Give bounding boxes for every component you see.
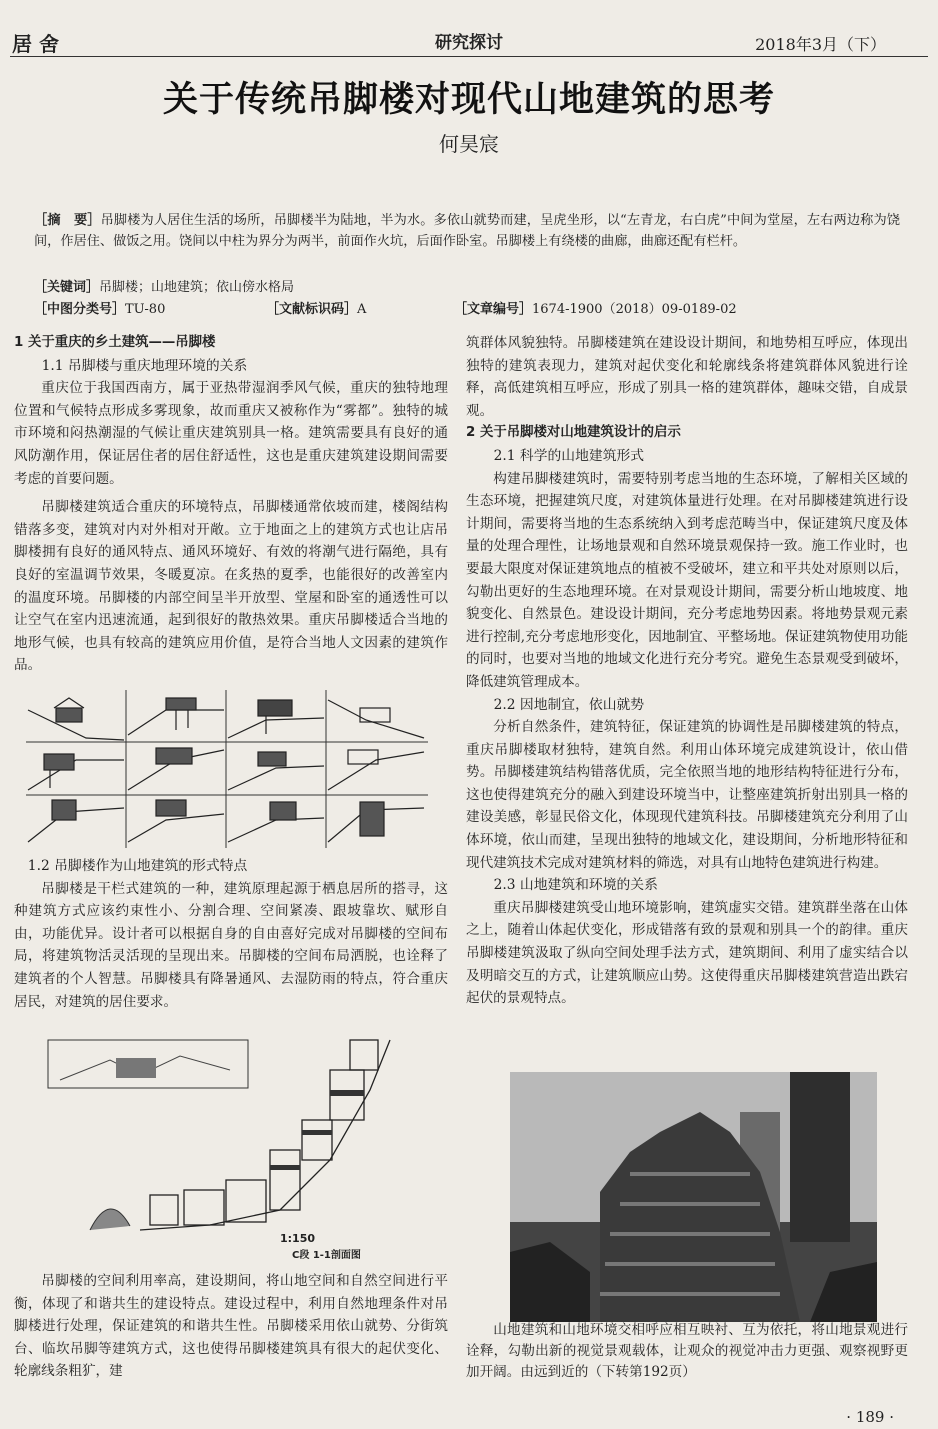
left-column-bottom [14,1270,448,1383]
article-number-value: 1674-1900（2018）09-0189-02 [532,302,737,317]
abstract-text: 吊脚楼为人居住生活的场所，吊脚楼半为陆地，半为水。多依山就势而建，呈虎坐形，以“左青龙，右白虎”中间为堂屋，左右两边称为饶间，作居住、做饭之用。饶间以中柱为界分为两半，前面作火坑，后面作卧室。吊脚楼上有绕楼的曲廊，曲廊还配有栏杆。 [34,213,900,249]
keywords-text: 吊脚楼；山地建筑；依山傍水格局 [99,280,295,295]
paragraph-4: 吊脚楼的空间利用率高，建设期间，将山地空间和自然空间进行平衡，体现了和谐共生的建设特点。建设过程中，利用自然地理条件对吊脚楼进行处理，保证建筑的和谐共生性。吊脚楼采用依山就势、分街筑台、临坎吊脚等建筑方式，这也使得吊脚楼建筑具有很大的起伏变化、轮廓线条粗犷，建 [14,1273,448,1380]
issue-date: 2018年3月（下） [755,35,886,54]
journal-name: 居 舍 [12,32,59,56]
section-2-3-heading: 2.3 山地建筑和环境的关系 [493,877,658,894]
stilt-house-types-figure [26,690,428,848]
paragraph-5: 构建吊脚楼建筑时，需要特别考虑当地的生态环境，了解相关区域的生态环境，把握建筑尺度，对建筑体量进行处理。在对吊脚楼建筑进行设计期间，需要将当地的生态系统纳入到考虑范畴当中，保证建筑尺度及体量的处理合理性，让场地景观和自然环境景观保持一致。施工作业时，也要最大限度对保证建筑地点的植被不受破坏，建立和平共处对原则以后，勾勒出更好的生态地理环境。在对景观设计期间，需要分析山地坡度、地貌变化、自然景色。建设设计期间，充分考虑地势因素。将地势景观元素进行控制,充分考虑地形变化，因地制宜、平整场地。保证建筑物使用功能的同时，也要对当地的地域文化进行充分考究。避免生态景观受到破坏，降低建筑管理成本。 [466,470,908,690]
paragraph-7: 重庆吊脚楼建筑受山地环境影响，建筑虚实交错。建筑群坐落在山体之上，随着山体起伏变化，形成错落有致的景观和别具一个的韵律。重庆吊脚楼建筑汲取了纵向空间处理手法方式，建筑期间、利用了虚实结合以及明暗交互的方式，让建筑顺应山势。这使得重庆吊脚楼建筑营造出跌宕起伏的景观特点。 [466,899,908,1007]
section-2-2-heading: 2.2 因地制宜，依山就势 [493,696,645,713]
building-photo [510,1072,877,1322]
page-number: · 189 · [846,1408,894,1426]
abstract-label: ［摘 要］ [34,213,101,228]
classification-row [34,298,900,317]
doc-value: A [357,302,367,317]
keywords-row [34,276,294,295]
section-2-heading: 2 关于吊脚楼对山地建筑设计的启示 [466,425,681,441]
article-number-label: ［文章编号］ [454,302,533,317]
paragraph-continued: 筑群体风貌独特。吊脚楼建筑在建设设计期间，和地势相互呼应，体现出独特的建筑表现力，建筑对起伏变化和轮廓线条将建筑群体风貌进行诠释，高低建筑相互呼应，形成了别具一格的建筑群体，趣味交错，自成景观。 [466,335,908,419]
paragraph-1: 重庆位于我国西南方，属于亚热带湿润季风气候，重庆的独特地理位置和气候特点形成多雾现象，故而重庆又被称作为“雾都”。独特的城市环境和闷热潮湿的气候让重庆建筑别具一格。建筑需要具有良好的通风防潮作用，保证居住者的居住舒适性，这也是重庆建筑建设期间需要考虑的首要问题。 [14,380,448,487]
doc-label: ［文献标识码］ [266,302,358,317]
paragraph-3: 吊脚楼是干栏式建筑的一种，建筑原理起源于栖息居所的搭寻，这种建筑方式应该约束性小、分割合理、空间紧凑、跟坡靠坎、赋形自由，功能优异。设计者可以根据自身的自由喜好完成对吊脚楼的空间布局，将建筑物活灵活现的呈现出来。吊脚楼的空间布局洒脱，也诠释了建筑者的个人智慧。吊脚楼具有降暑通风、去湿防雨的特点，符合重庆居民，对建筑的居住要求。 [14,880,448,1010]
left-column-top [14,332,448,677]
clc-label: ［中图分类号］ [34,302,126,317]
abstract [34,210,900,252]
figure-section-label: C段 1-1剖面图 [292,1250,361,1260]
section-name: 研究探讨 [435,33,503,53]
figure-scale-label: 1:150 [280,1232,316,1245]
right-column [466,332,908,1010]
left-column-middle [14,855,448,1013]
keywords-label: ［关键词］ [34,280,100,295]
section-drawing-figure [30,1030,400,1260]
paragraph-2: 吊脚楼建筑适合重庆的环境特点，吊脚楼通常依坡而建，楼阁结构错落多变，建筑对内对外相对开敞。立于地面之上的建筑方式也让店吊脚楼拥有良好的通风特点、通风环境好、有效的将潮气进行隔绝，具有良好的室温调节效果，冬暖夏凉。在炙热的夏季，也能很好的改善室内的温度环境。吊脚楼的内部空间呈半开放型、堂屋和卧室的通透性可以让空气在室内迅速流通，起到很好的散热效果。重庆吊脚楼适合当地的地形气候，也具有较高的建筑应用价值，是符合当地人文因素的建筑作品。 [14,499,448,674]
clc-value: TU-80 [125,302,166,317]
section-1-1-heading: 1.1 吊脚楼与重庆地理环境的关系 [41,357,248,374]
page-header [0,0,938,56]
section-2-1-heading: 2.1 科学的山地建筑形式 [493,447,645,464]
section-1-2-heading: 1.2 吊脚楼作为山地建筑的形式特点 [27,858,248,874]
article-title: 关于传统吊脚楼对现代山地建筑的思考 [162,80,775,120]
article-author: 何昊宸 [439,132,499,156]
paragraph-6: 分析自然条件，建筑特征，保证建筑的协调性是吊脚楼建筑的特点，重庆吊脚楼取材独特，建筑自然。利用山体环境完成建筑设计，依山借势。吊脚楼建筑结构错落优质，完全依照当地的地形结构特征进行分布，这也使得建筑充分的融入到建设环境当中，让整座建筑折射出别具一格的建设美感，彰显民俗文化，体现现代建筑科技。吊脚楼建筑充分利用了山体环境，依山而建，呈现出独特的地域文化，建设期间，分析地形特征和现代建筑技术完成对建筑材料的筛选，对具有山地特色建筑进行构建。 [466,719,908,871]
section-1-heading: 1 关于重庆的乡土建筑——吊脚楼 [14,335,216,350]
header-rule [10,56,928,57]
photo-caption: 山地建筑和山地环境交相呼应相互映衬、互为依托，将山地景观进行诠释，勾勒出新的视觉景观载体，让观众的视觉冲击力更强、观察视野更加开阔。由远到近的（下转第192页） [466,1322,908,1380]
